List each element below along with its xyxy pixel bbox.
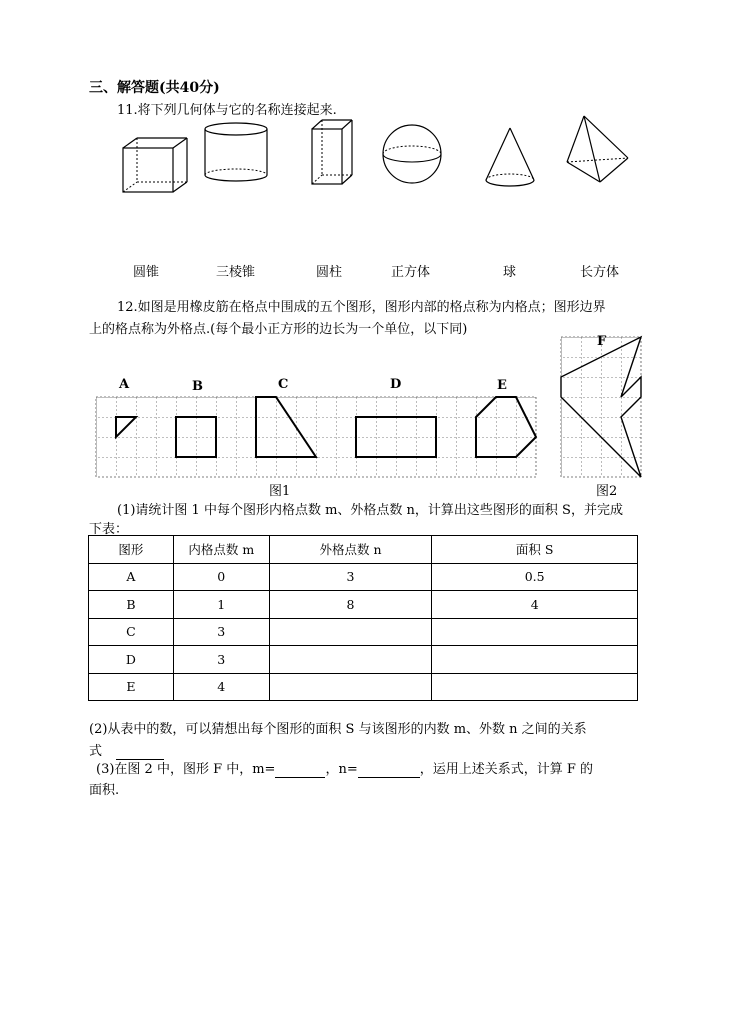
name-sphere: 球	[503, 265, 517, 280]
name-cube: 正方体	[391, 265, 431, 280]
table-row	[89, 563, 638, 591]
triangular-pyramid-icon	[564, 114, 632, 186]
stats-table	[88, 535, 638, 701]
name-cylinder: 圆柱	[316, 265, 343, 280]
table-cell: E	[89, 673, 174, 701]
table-row	[89, 591, 638, 619]
table-cell: 0.5	[432, 563, 638, 591]
q11-text: 11.将下列几何体与它的名称连接起来.	[117, 103, 337, 118]
table-cell	[432, 618, 638, 646]
sphere-icon	[380, 122, 446, 188]
table-cell: D	[89, 646, 174, 674]
table-cell: 3	[173, 646, 269, 674]
answer-blank-n[interactable]	[358, 762, 420, 778]
figure1-grid	[96, 397, 536, 478]
table-header-row	[89, 536, 638, 564]
cuboid-icon	[308, 117, 356, 187]
figure1-label-e: E	[497, 378, 507, 393]
table-header-cell: 外格点数 n	[269, 536, 432, 564]
name-cone: 圆锥	[133, 265, 160, 280]
part3-line2: 面积.	[89, 783, 120, 798]
part3-line1	[96, 758, 593, 778]
part1-line2: 下表：	[89, 522, 129, 537]
table-cell	[432, 673, 638, 701]
answer-blank-m[interactable]	[275, 762, 325, 778]
part3-text-a: (3)在图 2 中，图形 F 中，m=	[96, 762, 276, 777]
cylinder-icon	[200, 120, 272, 186]
table-header-cell: 面积 S	[432, 536, 638, 564]
part2-line1: (2)从表中的数，可以猜想出每个图形的面积 S 与该图形的内数 m、外数 n 之间的关系	[89, 722, 587, 737]
part2-shi: 式	[89, 744, 103, 759]
figure1-label-a: A	[119, 377, 130, 392]
table-cell: 4	[432, 591, 638, 619]
section-title: 三、解答题(共40分)	[89, 80, 220, 96]
name-cuboid: 长方体	[580, 265, 620, 280]
figure1-label-c: C	[278, 377, 289, 392]
table-cell	[269, 618, 432, 646]
table-cell: 3	[269, 563, 432, 591]
part2-line2	[89, 740, 164, 760]
figure1-label-d: D	[390, 377, 402, 392]
table-cell	[269, 673, 432, 701]
figure1-caption: 图1	[269, 484, 291, 499]
table-header-cell: 图形	[89, 536, 174, 564]
q12-text-line2: 上的格点称为外格点.(每个最小正方形的边长为一个单位，以下同)	[89, 322, 468, 337]
table-cell: C	[89, 618, 174, 646]
table-cell: 8	[269, 591, 432, 619]
part1-line1: (1)请统计图 1 中每个图形内格点数 m、外格点数 n，计算出这些图形的面积 S，并完成	[117, 503, 623, 518]
table-row	[89, 673, 638, 701]
table-row	[89, 618, 638, 646]
q12-text-line1: 12.如图是用橡皮筋在格点中围成的五个图形，图形内部的格点称为内格点；图形边界	[117, 300, 606, 315]
figure2-grid	[561, 337, 641, 477]
cone-icon	[484, 126, 540, 190]
table-cell: 0	[173, 563, 269, 591]
table-header-cell: 内格点数 m	[173, 536, 269, 564]
table-cell	[432, 646, 638, 674]
table-cell: 3	[173, 618, 269, 646]
table-cell: 1	[173, 591, 269, 619]
table-cell: B	[89, 591, 174, 619]
figure1-label-b: B	[192, 379, 203, 394]
figure2-label-f: F	[597, 334, 607, 349]
cube-icon	[120, 136, 190, 196]
table-cell: A	[89, 563, 174, 591]
table-cell	[269, 646, 432, 674]
name-triangular-pyramid: 三棱锥	[216, 265, 256, 280]
table-row	[89, 646, 638, 674]
part3-text-b: ，n=	[325, 762, 358, 777]
figure2-caption: 图2	[596, 484, 618, 499]
table-cell: 4	[173, 673, 269, 701]
part3-text-c: ，运用上述关系式，计算 F 的	[419, 762, 594, 777]
